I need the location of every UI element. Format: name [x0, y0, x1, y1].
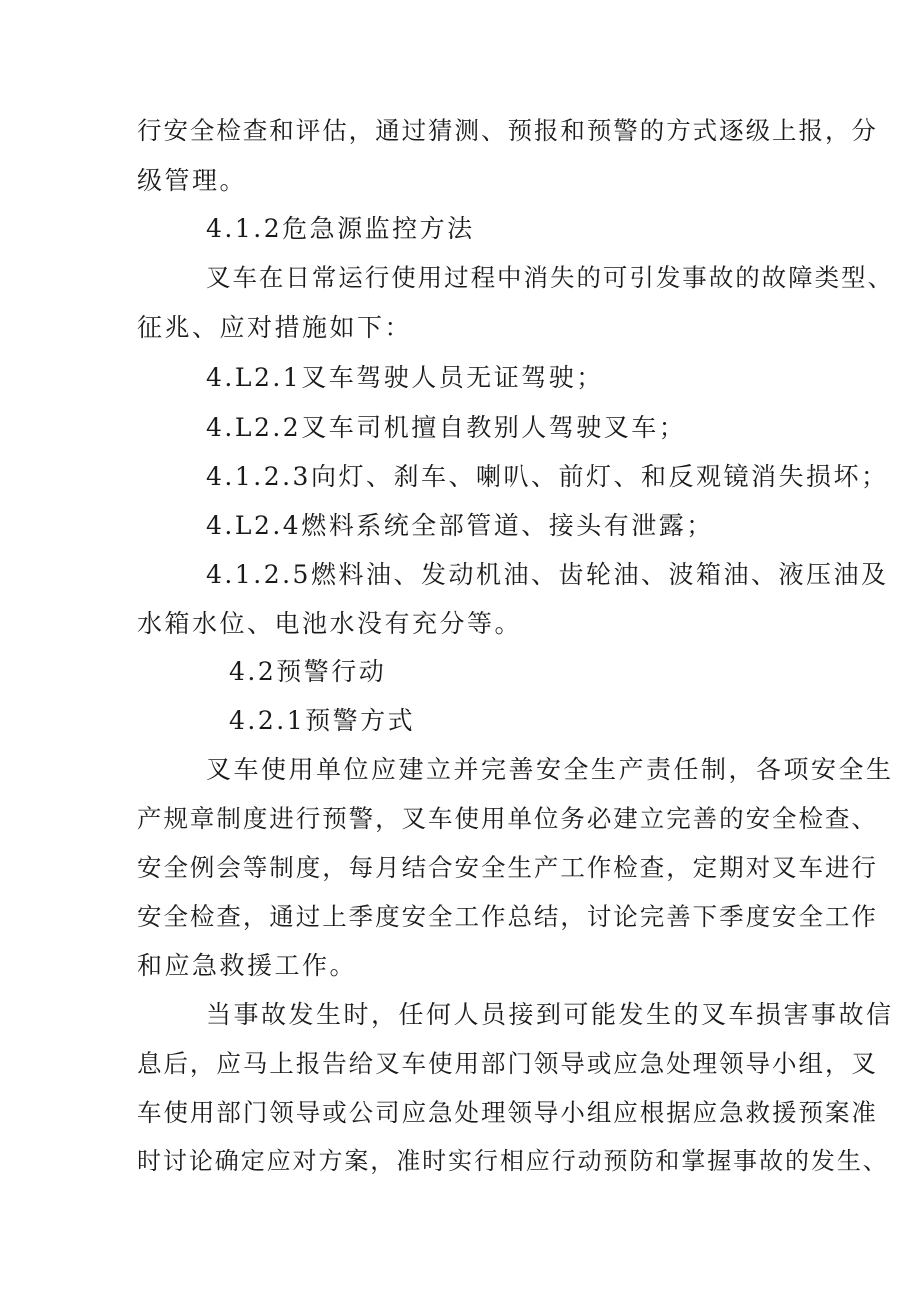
text-line: 当事故发生时，任何人员接到可能发生的叉车损害事故信: [206, 1000, 894, 1029]
text-line: 叉车在日常运行使用过程中消失的可引发事故的故障类型、: [206, 263, 894, 292]
text-line: 息后，应马上报告给叉车使用部门领导或应急处理领导小组，叉: [137, 1049, 878, 1078]
list-item: 4.L2.1叉车驾驶人员无证驾驶；: [206, 363, 604, 392]
text-line: 行安全检查和评估，通过猜测、预报和预警的方式逐级上报，分: [137, 116, 878, 145]
text-line: 和应急救援工作。: [137, 951, 358, 980]
text-line: 产规章制度进行预警，叉车使用单位务必建立完善的安全检查、: [137, 804, 878, 833]
section-heading: 4.2.1预警方式: [229, 706, 416, 735]
text-line: 安全检查，通过上季度安全工作总结，讨论完善下季度安全工作: [137, 902, 878, 931]
text-line: 水箱水位、电池水没有充分等。: [137, 609, 523, 638]
section-heading: 4.2预警行动: [229, 657, 387, 686]
list-item: 4.1.2.5燃料油、发动机油、齿轮油、波箱油、液压油及: [206, 560, 889, 589]
list-item: 4.L2.2叉车司机擅自教别人驾驶叉车；: [206, 413, 687, 442]
text-line: 叉车使用单位应建立并完善安全生产责任制，各项安全生: [206, 755, 894, 784]
list-item: 4.1.2.3向灯、刹车、喇叭、前灯、和反观镜消失损坏；: [206, 462, 889, 491]
list-item: 4.L2.4燃料系统全部管道、接头有泄露；: [206, 511, 714, 540]
text-line: 级管理。: [137, 166, 248, 195]
text-line: 车使用部门领导或公司应急处理领导小组应根据应急救援预案准: [137, 1098, 878, 1127]
text-line: 安全例会等制度，每月结合安全生产工作检查，定期对叉车进行: [137, 853, 878, 882]
section-heading: 4.1.2危急源监控方法: [206, 214, 475, 243]
text-line: 征兆、应对措施如下：: [137, 313, 413, 342]
text-line: 时讨论确定应对方案，准时实行相应行动预防和掌握事故的发生、: [137, 1147, 889, 1175]
